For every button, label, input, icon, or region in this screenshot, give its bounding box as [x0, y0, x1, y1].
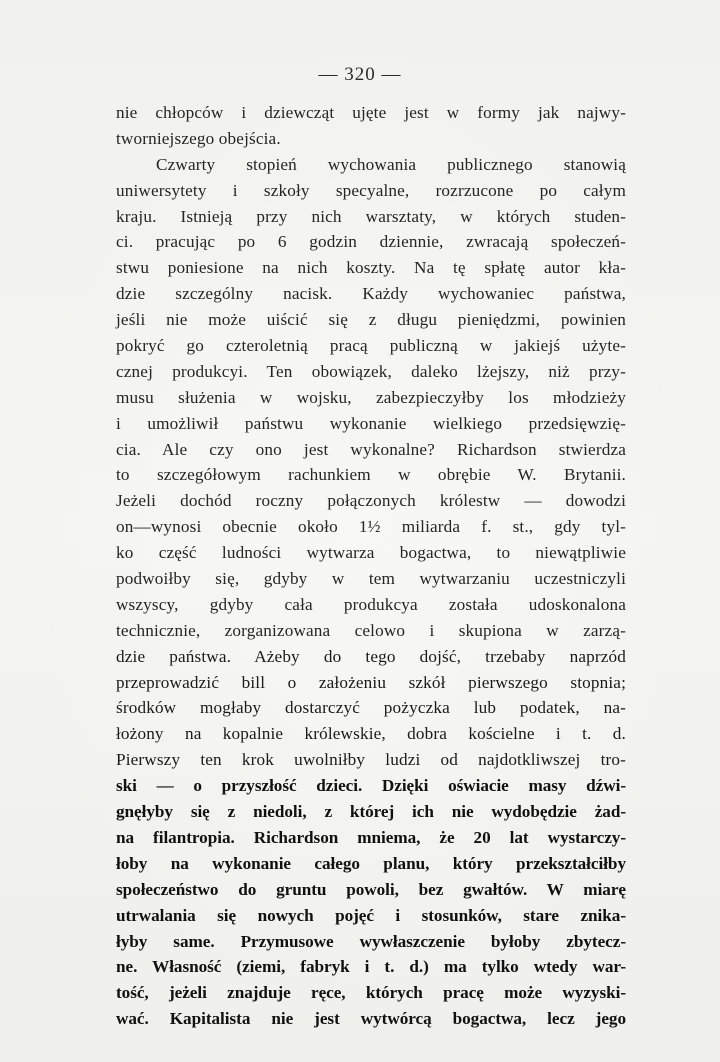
text-line: jeśli nie może uiścić się z długu pieniędzmi, powinien — [116, 310, 626, 330]
text-line: przeprowadzić bill o założeniu szkół pierwszego stopnia; — [116, 672, 626, 692]
text-line: łyby same. Przymusowe wywłaszczenie byłoby zbytecz- — [116, 931, 626, 951]
text-line: środków mogłaby dostarczyć pożyczka lub podatek, na- — [116, 698, 626, 718]
text-line: pokryć go czteroletnią pracą publiczną w jakiejś użyte- — [116, 336, 626, 356]
text-line: Pierwszy ten krok uwolniłby ludzi od najdotkliwszej tro- — [116, 750, 626, 770]
text-line: ko część ludności wytwarza bogactwa, to niewątpliwie — [116, 543, 626, 563]
text-line: Czwarty stopień wychowania publicznego stanowią — [156, 154, 626, 174]
text-line: na filantropia. Richardson mniema, że 20 lat wystarczy- — [116, 827, 626, 847]
text-line: ne. Własność (ziemi, fabryk i t. d.) ma tylko wtedy war- — [116, 957, 626, 977]
text-line: wać. Kapitalista nie jest wytwórcą bogactwa, lecz jego — [116, 1009, 626, 1029]
text-line: i umożliwił państwu wykonanie wielkiego przedsięwzię- — [116, 413, 626, 433]
text-line: cia. Ale czy ono jest wykonalne? Richardson stwierdza — [116, 439, 626, 459]
text-line: gnęłyby się z niedoli, z której ich nie wydobędzie żad- — [116, 802, 626, 822]
text-line: on—wynosi obecnie około 1½ miliarda f. st., gdy tyl- — [116, 517, 626, 537]
text-line: cznej produkcyi. Ten obowiązek, daleko lżejszy, niż przy- — [116, 361, 626, 381]
text-line: Jeżeli dochód roczny połączonych królestw — dowodzi — [116, 491, 626, 511]
page-number: — 320 — — [318, 64, 402, 85]
body-text — [116, 100, 626, 1032]
text-line: podwoiłby się, gdyby w tem wytwarzaniu uczestniczyli — [116, 569, 626, 589]
text-line: musu służenia w wojsku, zabezpieczyłby los młodzieży — [116, 387, 626, 407]
text-line: ci. pracując po 6 godzin dziennie, zwracają społeczeń- — [116, 232, 626, 252]
text-line: tość, jeżeli znajduje ręce, których pracę może wyzyski- — [116, 983, 626, 1003]
text-line: ski — o przyszłość dzieci. Dzięki oświacie masy dźwi- — [116, 776, 626, 796]
text-line: łoby na wykonanie całego planu, który przekształciłby — [116, 853, 626, 873]
text-line: społeczeństwo do gruntu powoli, bez gwałtów. W miarę — [116, 879, 626, 899]
text-line: łożony na kopalnie królewskie, dobra kościelne i t. d. — [116, 724, 626, 744]
text-line: wszyscy, gdyby cała produkcya została udoskonalona — [116, 594, 626, 614]
text-line: nie chłopców i dziewcząt ujęte jest w formy jak najwy- — [116, 103, 626, 122]
text-line: dzie szczególny nacisk. Każdy wychowaniec państwa, — [116, 284, 626, 304]
text-line: stwu poniesione na nich koszty. Na tę spłatę autor kła- — [116, 258, 626, 278]
text-line: tworniejszego obejścia. — [116, 128, 281, 148]
text-line: to szczegółowym rachunkiem w obrębie W. Brytanii. — [116, 465, 626, 485]
text-line: technicznie, zorganizowana celowo i skupiona w zarzą- — [116, 620, 626, 640]
text-line: utrwalania się nowych pojęć i stosunków, stare znika- — [116, 905, 626, 925]
text-line: kraju. Istnieją przy nich warsztaty, w których studen- — [116, 206, 626, 226]
text-line: dzie państwa. Ażeby do tego dojść, trzebaby naprzód — [116, 646, 626, 666]
text-line: uniwersytety i szkoły specyalne, rozrzucone po całym — [116, 180, 626, 200]
